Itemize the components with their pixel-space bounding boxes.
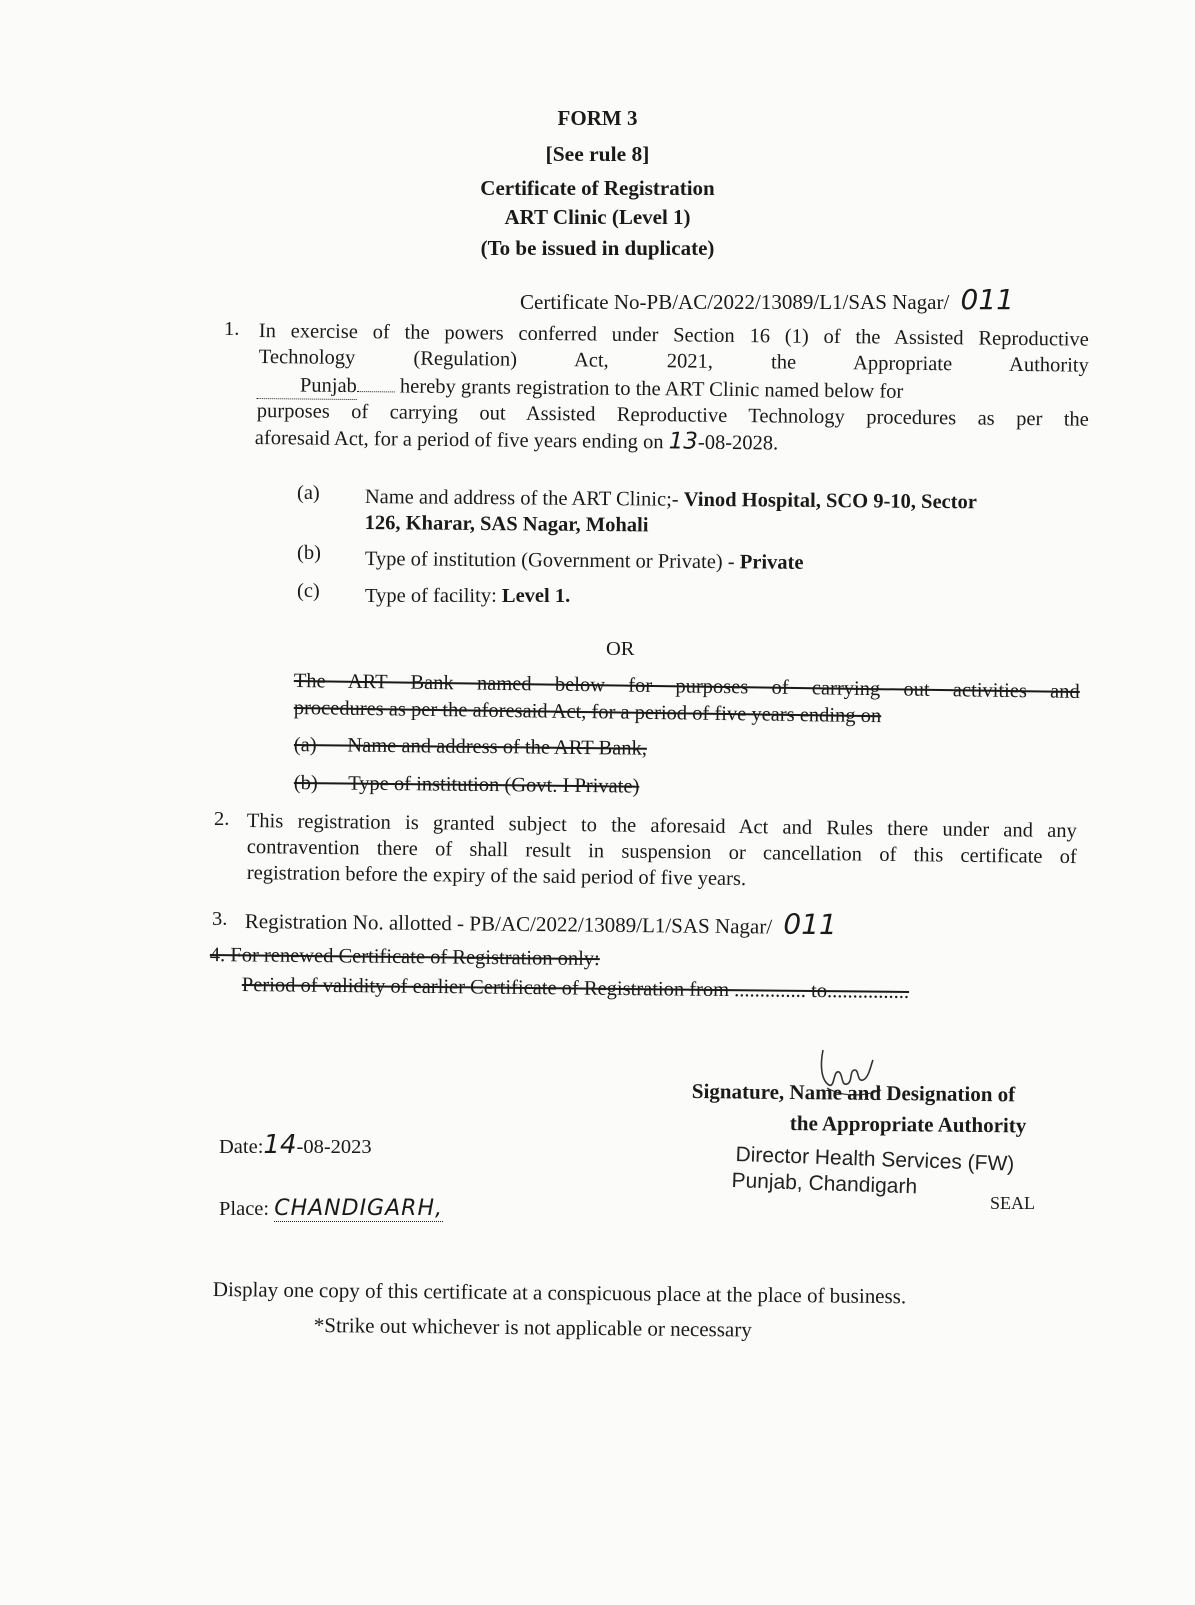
form-number: FORM 3 — [557, 106, 638, 130]
item-a-label: (a) — [297, 482, 320, 504]
item-c-caption: Type of facility: — [365, 585, 497, 607]
bank-line2: procedures as per the aforesaid Act, for a period of five years ending on — [293, 696, 882, 728]
para4-line1: 4. For renewed Certificate of Registration only: — [209, 943, 600, 971]
document-title: Certificate of Registration — [480, 176, 715, 200]
expiry-date-rest: -08-2028. — [697, 431, 779, 455]
stamp-line1: Director Health Services (FW) — [735, 1142, 1015, 1176]
item-c-text — [365, 583, 570, 609]
signature-caption-line1: Signature, Name and Designation of — [691, 1079, 1016, 1107]
para3-number: 3. — [212, 908, 228, 930]
place-label: Place: — [219, 1198, 270, 1220]
bank-item-a: (a) Name and address of the ART Bank, — [293, 733, 648, 760]
duplicate-note: (To be issued in duplicate) — [480, 236, 715, 260]
document-subtitle: ART Clinic (Level 1) — [504, 205, 691, 229]
seal-label: SEAL — [990, 1193, 1035, 1213]
date-label: Date: — [219, 1136, 264, 1158]
para1-line2: Technology (Regulation) Act, 2021, the Appropriate Authority — [258, 345, 1089, 377]
clinic-name-address: Vinod Hospital, SCO 9-10, Sector — [683, 488, 977, 514]
para1-line4: purposes of carrying out Assisted Reproductive Technology procedures as per the — [256, 399, 1089, 431]
date-rest: -08-2023 — [296, 1136, 372, 1158]
rule-reference: [See rule 8] — [545, 142, 650, 166]
authority-name: Punjab — [257, 372, 357, 400]
place-line — [219, 1196, 443, 1222]
item-b-label: (b) — [297, 542, 321, 564]
para2-number: 2. — [214, 808, 230, 830]
institution-type: Private — [739, 551, 804, 574]
registration-number: Registration No. allotted - PB/AC/2022/13089/L1/SAS Nagar/ — [244, 908, 773, 939]
para1-number: 1. — [224, 318, 240, 340]
para1-line5-text: aforesaid Act, for a period of five years ending on — [254, 426, 664, 454]
para3-text — [245, 906, 837, 940]
footer-strike-note: *Strike out whichever is not applicable or necessary — [313, 1313, 752, 1342]
item-c-label: (c) — [297, 580, 320, 602]
date-line — [219, 1132, 372, 1160]
para1-line1: In exercise of the powers conferred under Section 16 (1) of the Assisted Reproductive — [258, 319, 1089, 351]
certificate-number — [520, 283, 1014, 316]
certificate-number-text: Certificate No-PB/AC/2022/13089/L1/SAS Nagar/ — [520, 290, 950, 314]
expiry-day-handwritten: 13 — [668, 428, 699, 455]
certificate-number-handwritten: 011 — [960, 283, 1014, 316]
item-b-caption: Type of institution (Government or Private) - — [364, 547, 735, 574]
para4-line2: Period of validity of earlier Certificate of Registration from .............. to................ — [241, 973, 910, 1003]
signature-caption-line2: the Appropriate Authority — [789, 1111, 1027, 1138]
bank-item-b: (b) Type of institution (Govt. I Private) — [293, 771, 640, 798]
registration-number-handwritten: 011 — [783, 907, 838, 942]
stamp-line2: Punjab, Chandigarh — [731, 1168, 918, 1199]
item-b-text — [365, 546, 804, 576]
para2-line3: registration before the expiry of the said period of five years. — [246, 861, 747, 891]
item-a-caption: Name and address of the ART Clinic;- — [364, 485, 679, 511]
para2-line1: This registration is granted subject to the aforesaid Act and Rules there under and any — [246, 809, 1077, 843]
footer-display-note: Display one copy of this certificate at a conspicuous place at the place of business. — [212, 1277, 907, 1309]
item-a-text — [365, 484, 1085, 542]
date-day-handwritten: 14 — [263, 1130, 297, 1160]
para1-line3-text: hereby grants registration to the ART Clinic named below for — [399, 375, 904, 403]
bank-line1: The ART Bank named below for purposes of carrying out activities and — [293, 669, 1080, 703]
para1-line5 — [255, 424, 779, 456]
facility-type: Level 1. — [501, 585, 571, 607]
clinic-address-line2: 126, Kharar, SAS Nagar, Mohali — [364, 511, 649, 537]
or-label: OR — [606, 638, 635, 660]
para2-line2: contravention there of shall result in suspension or cancellation of this certificate of — [246, 835, 1077, 869]
place-handwritten: CHANDIGARH, — [274, 1196, 443, 1221]
